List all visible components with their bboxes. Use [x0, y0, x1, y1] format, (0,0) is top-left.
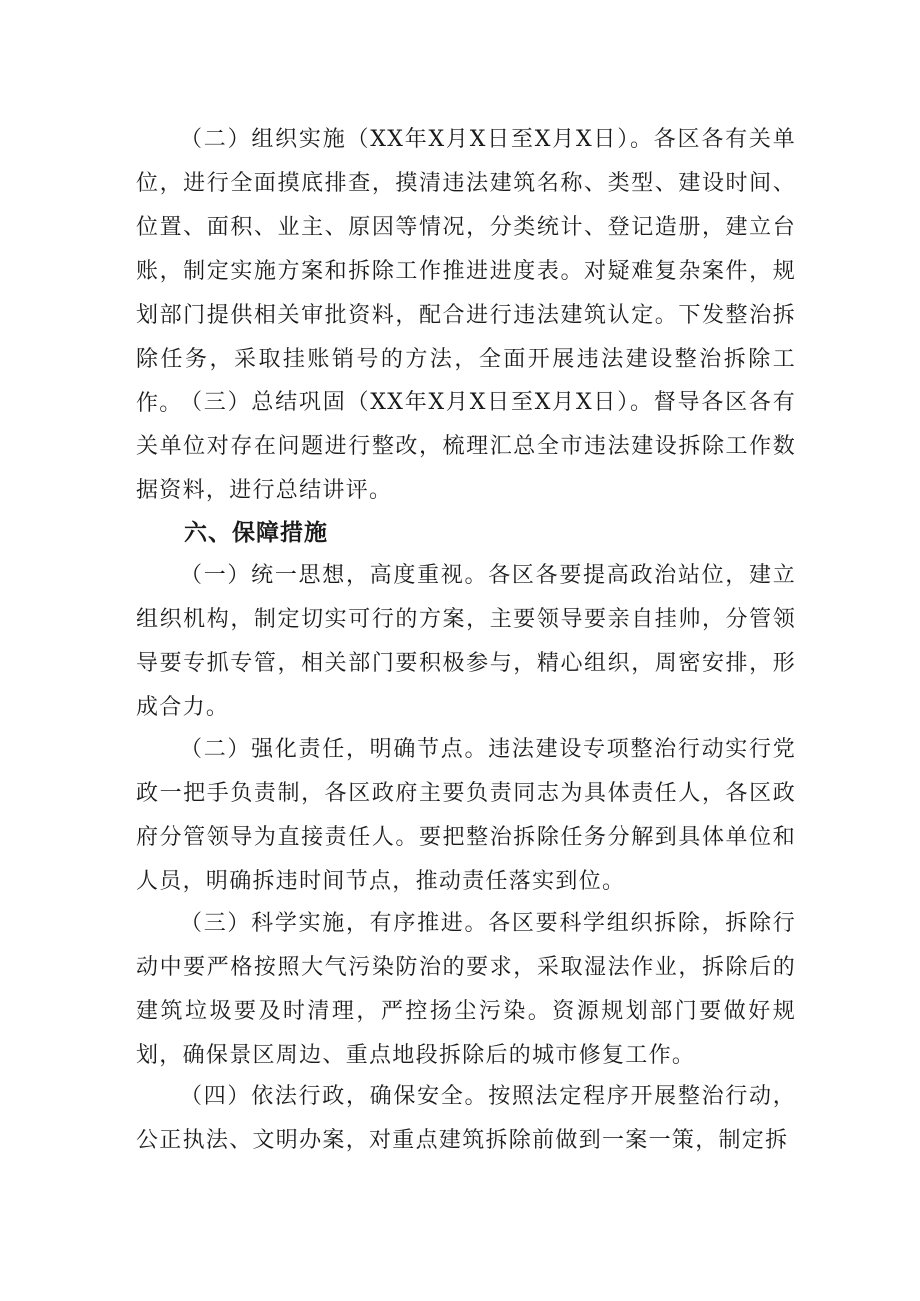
paragraph-measure-1: （一）统一思想，高度重视。各区各要提高政治站位，建立组织机构，制定切实可行的方案，主要领导要亲自挂帅，分管领导要专抓专管，相关部门要积极参与，精心组织，周密安排，形成合力。 — [136, 563, 796, 720]
paragraph-implementation: （二）组织实施（XX年X月X日至X月X日）。各区各有关单位，进行全面摸底排查，摸清违法建筑名称、类型、建设时间、位置、面积、业主、原因等情况，分类统计、登记造册，建立台账，制定实施方案和拆除工作推进进度表。对疑难复杂案件，规划部门提供相关审批资料，配合进行违法建筑认定。下发整治拆除任务，采取挂账销号的方法，全面开展违法建设整治拆除工作。 — [136, 127, 796, 416]
paragraph-measure-4: （四）依法行政，确保安全。按照法定程序开展整治行动，公正执法、文明办案，对重点建筑拆除前做到一案一策，制定拆 — [136, 1084, 796, 1153]
paragraph-consolidation: （三）总结巩固（XX年X月X日至X月X日）。督导各区各有关单位对存在问题进行整改，梳理汇总全市违法建设拆除工作数据资料，进行总结讲评。 — [136, 390, 796, 503]
paragraph-measure-3: （三）科学实施，有序推进。各区要科学组织拆除，拆除行动中要严格按照大气污染防治的要求，采取湿法作业，拆除后的建筑垃圾要及时清理，严控扬尘污染。资源规划部门要做好规划，确保景区周边、重点地段拆除后的城市修复工作。 — [136, 911, 796, 1068]
section-heading: 六、保障措施 — [184, 520, 328, 546]
paragraph-measure-2: （二）强化责任，明确节点。违法建设专项整治行动实行党政一把手负责制，各区政府主要负责同志为具体责任人，各区政府分管领导为直接责任人。要把整治拆除任务分解到具体单位和人员，明确拆违时间节点，推动责任落实到位。 — [136, 737, 796, 894]
